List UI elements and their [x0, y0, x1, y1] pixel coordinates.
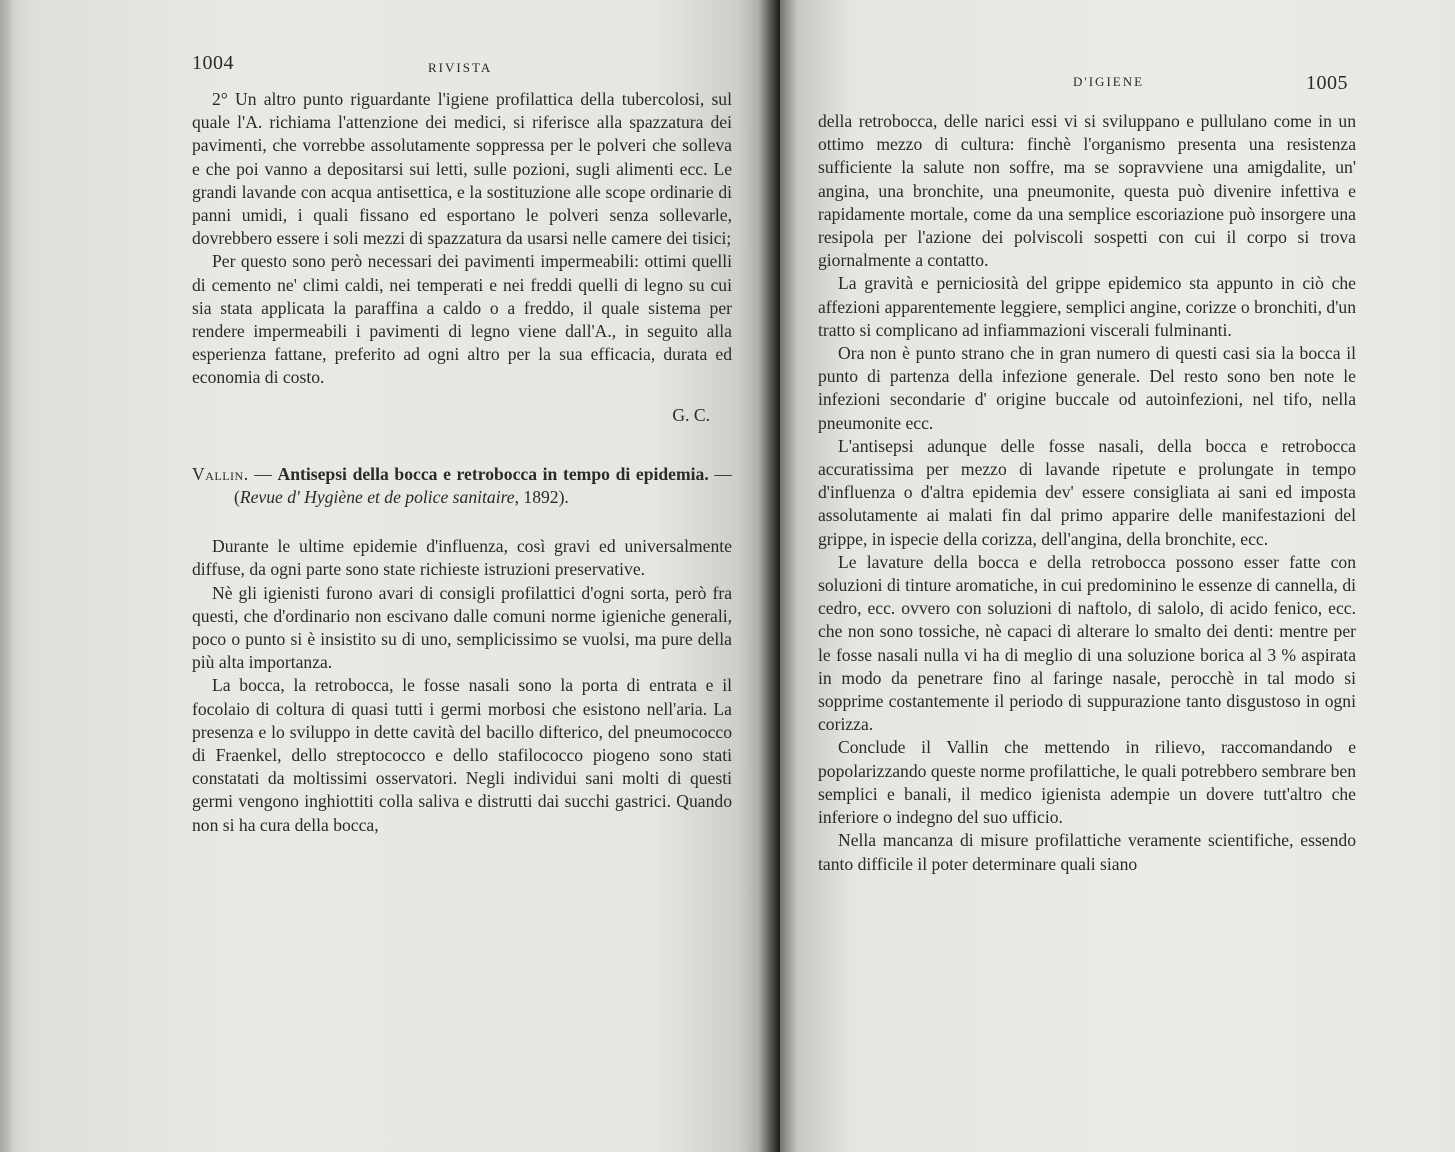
paragraph: Conclude il Vallin che mettendo in rilievo, raccomandando e popolarizzando queste norme profilattiche, le quali potrebbero sembrare ben semplici e banali, il medico igienista adempie un dovere tutt'altro che inferiore o indegno del suo ufficio.	[818, 737, 1356, 828]
paragraph: Nè gli igienisti furono avari di consigli profilattici d'ogni sorta, però fra questi, che d'ordinario non escivano dalle comuni norme igieniche generali, poco o punto si è insistito su di uno, semplicissimo se vuolsi, ma pure della più alta importanza.	[192, 582, 732, 673]
right-text-column	[818, 110, 1356, 876]
paragraph: La bocca, la retrobocca, le fosse nasali sono la porta di entrata e il focolaio di coltura di quasi tutti i germi morbosi che esistono nell'aria. La presenza e lo sviluppo in dette cavità del bacillo difterico, del pneumococco di Fraenkel, dello streptococco e dello stafilococco piogeno sono stati constatati da moltissimi osservatori. Negli individui sani molti di questi germi vengono inghiottiti colla saliva e distrutti dai succhi gastrici. Quando non si ha cura della bocca,	[192, 675, 732, 835]
review-entry-heading	[192, 463, 732, 509]
entry-dash: —	[248, 463, 278, 484]
paragraph: La gravità e perniciosità del grippe epidemico sta appunto in ciò che affezioni apparentemente leggiere, semplici angine, corizze o bronchiti, d'un tratto si complicano ad infiammazioni viscerali fulminanti.	[818, 273, 1356, 340]
entry-source-open: — (	[234, 463, 732, 508]
left-text-column	[192, 88, 732, 837]
paragraph: Nella mancanza di misure profilattiche veramente scientifiche, essendo tanto difficile il poter determinare quali siano	[818, 830, 1356, 874]
paragraph: Le lavature della bocca e della retrobocca possono esser fatte con soluzioni di tinture aromatiche, in cui predominino le essenze di cannella, di cedro, ecc. ovvero con soluzioni di naftolo, di salolo, di acido fenico, ecc. che non sono tossiche, nè capaci di alterare lo smalto dei denti: mentre per le fosse nasali nulla vi ha di meglio di una soluzione borica al 3 % aspirata in modo da penetrare fino al faringe nasale, perocchè in tal modo si sopprime costantemente il periodo di suppurazione tanto disgustoso in ogni corizza.	[818, 551, 1356, 735]
book-gutter	[758, 0, 780, 1152]
author-signature: G. C.	[672, 404, 710, 425]
entry-source-journal: Revue d' Hygiène et de police sanitaire	[239, 487, 515, 508]
paragraph: Ora non è punto strano che in gran numero di questi casi sia la bocca il punto di partenza della infezione generale. Del resto sono ben note le infezioni secondarie d' origine buccale od autoinfezioni, nel tifo, nella pneumonite ecc.	[818, 343, 1356, 433]
running-head-right: D'IGIENE	[1073, 74, 1145, 89]
entry-title: Antisepsi della bocca e retrobocca in tempo di epidemia.	[277, 463, 709, 484]
entry-source-close: , 1892).	[514, 487, 569, 508]
left-page-edge-shadow	[0, 0, 14, 1152]
entry-author: Vallin.	[192, 463, 249, 484]
paragraph: Durante le ultime epidemie d'influenza, così gravi ed universalmente diffuse, da ogni parte sono state richieste istruzioni preservative.	[192, 536, 732, 580]
spacer	[192, 509, 732, 535]
page-number-left: 1004	[192, 52, 234, 74]
paragraph: Per questo sono però necessari dei pavimenti impermeabili: ottimi quelli di cemento ne' climi caldi, nei temperati e nei freddi quelli di legno su cui sia stata applicata la paraffina a caldo o a freddo, il quale sistema per rendere impermeabili i pavimenti di legno viene dall'A., in seguito alla esperienza fattane, preferito ad ogni altro per la sua efficacia, durata ed economia di costo.	[192, 251, 732, 388]
page-number-right: 1005	[1306, 72, 1348, 94]
paragraph: della retrobocca, delle narici essi vi si sviluppano e pullulano come in un ottimo mezzo di cultura: finchè l'organismo presenta una resistenza sufficiente la salute non soffre, ma se sopravviene una amigdalite, un' angina, una bronchite, una pneumonite, questa può divenire infettiva e rapidamente mortale, come da una semplice escoriazione può insorgere una resipola per l'azione dei polviscoli sospetti con cui il corpo si trova giornalmente a contatto.	[818, 111, 1356, 271]
running-head-left: RIVISTA	[428, 60, 493, 75]
paragraph: 2° Un altro punto riguardante l'igiene profilattica della tubercolosi, sul quale l'A. richiama l'attenzione dei medici, si riferisce alla spazzatura dei pavimenti, che vorrebbe assolutamente soppressa per le polveri che solleva e che poi vanno a depositarsi sui letti, sulle pozioni, sugli alimenti ecc. Le grandi lavande con acqua antisettica, e la sostituzione alle scope ordinarie di panni umidi, i quali fissano ed esportano le polveri senza sollevarle, dovrebbero essere i soli mezzi di spazzatura da usarsi nelle camere dei tisici;	[192, 89, 732, 249]
paragraph: L'antisepsi adunque delle fosse nasali, della bocca e retrobocca accuratissima per mezzo di lavande ripetute e prolungate in tempo d'influenza o d'altra epidemia dev' essere consigliata ai sani ed imposta assolutamente ai malati fin dal primo apparire delle manifestazioni del grippe, in ispecie della corizza, dell'angina, della bronchite, ecc.	[818, 435, 1356, 549]
